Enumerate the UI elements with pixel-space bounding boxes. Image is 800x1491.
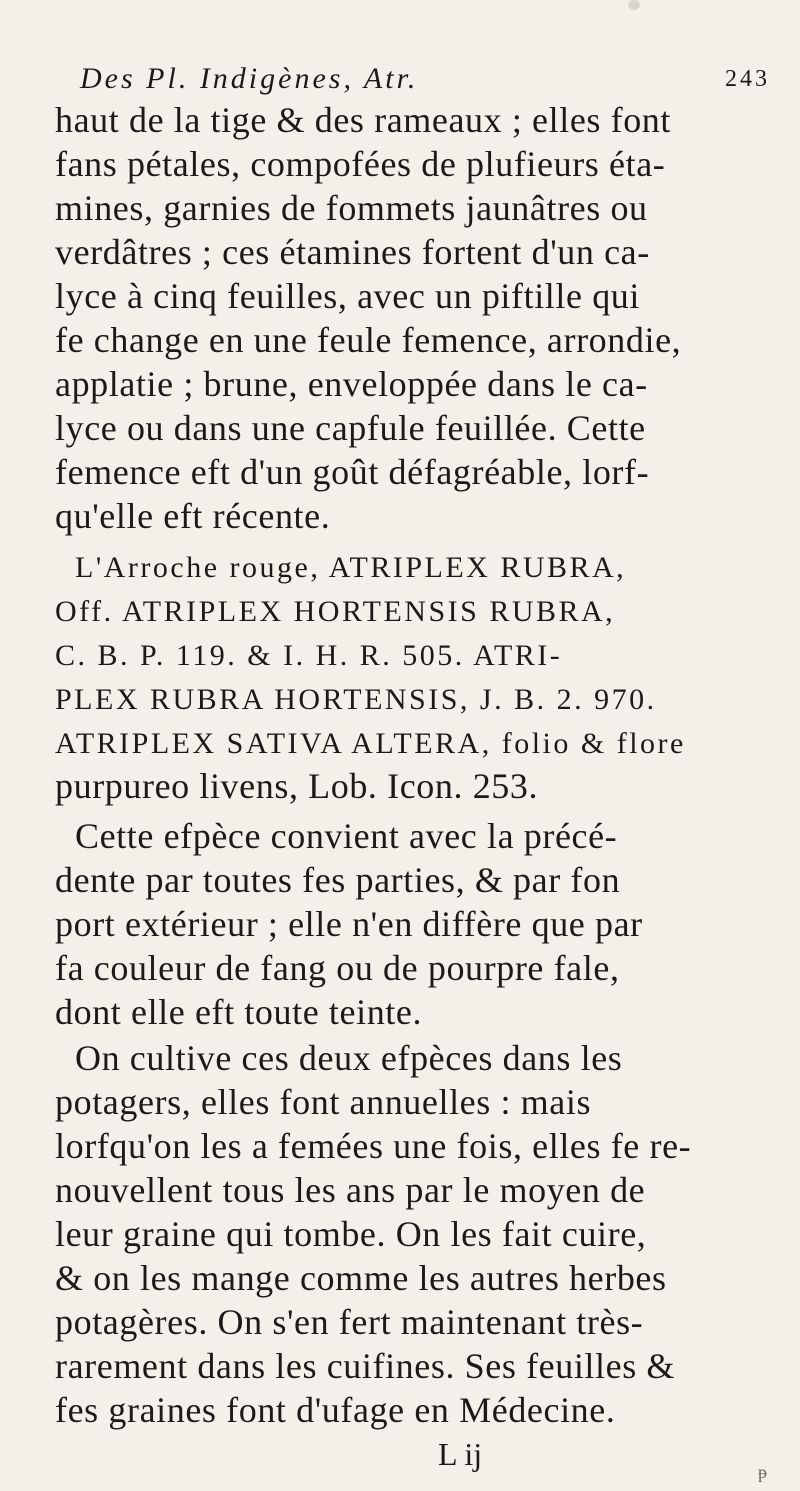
text-line: nouvellent tous les ans par le moyen de bbox=[55, 1170, 646, 1210]
text-line: femence eft d'un goût défagréable, lorf- bbox=[55, 452, 650, 492]
text-line: C. B. P. 119. & I. H. R. 505. ATRI- bbox=[55, 639, 563, 672]
text-line: fa couleur de fang ou de pourpre fale, bbox=[55, 948, 620, 988]
signature-mark: L ij bbox=[438, 1436, 483, 1472]
text-line: dente par toutes fes parties, & par fon bbox=[55, 860, 621, 900]
text-line: haut de la tige & des rameaux ; elles font bbox=[55, 100, 672, 140]
stray-mark: ᵽ bbox=[758, 1462, 767, 1482]
text-line: On cultive ces deux efpèces dans les bbox=[75, 1038, 623, 1078]
text-line: fans pétales, compofées de plufieurs éta- bbox=[55, 144, 666, 184]
text-line: ATRIPLEX SATIVA ALTERA, folio & flore bbox=[55, 727, 686, 760]
text-line: qu'elle eft récente. bbox=[55, 496, 331, 536]
text-line: lyce à cinq feuilles, avec un piftille qui bbox=[55, 276, 640, 316]
page-number: 243 bbox=[725, 66, 770, 92]
text-line: Off. ATRIPLEX HORTENSIS RUBRA, bbox=[55, 595, 616, 628]
text-line: leur graine qui tombe. On les fait cuire, bbox=[55, 1214, 647, 1254]
text-line: potagères. On s'en fert maintenant très- bbox=[55, 1302, 644, 1342]
text-line: rarement dans les cuifines. Ses feuilles & bbox=[55, 1346, 676, 1386]
text-line: lyce ou dans une capfule feuillée. Cette bbox=[55, 408, 646, 448]
text-line: fe change en une feule femence, arrondie, bbox=[55, 320, 682, 360]
text-line: purpureo livens, Lob. Icon. 253. bbox=[55, 766, 539, 806]
text-line: dont elle eft toute teinte. bbox=[55, 992, 423, 1032]
text-line: potagers, elles font annuelles : mais bbox=[55, 1082, 592, 1122]
running-head-title: Des Pl. Indigènes, Atr. bbox=[80, 62, 419, 95]
text-line: mines, garnies de fommets jaunâtres ou bbox=[55, 188, 648, 228]
text-line: lorfqu'on les a femées une fois, elles fe re- bbox=[55, 1126, 692, 1166]
text-line: L'Arroche rouge, ATRIPLEX RUBRA, bbox=[75, 551, 627, 584]
text-line: fes graines font d'ufage en Médecine. bbox=[55, 1390, 616, 1430]
text-line: verdâtres ; ces étamines fortent d'un ca- bbox=[55, 232, 650, 272]
text-line: Cette efpèce convient avec la précé- bbox=[75, 816, 618, 856]
text-line: & on les mange comme les autres herbes bbox=[55, 1258, 667, 1298]
text-line: port extérieur ; elle n'en diffère que par bbox=[55, 904, 643, 944]
ink-spot bbox=[628, 0, 640, 10]
text-line: PLEX RUBRA HORTENSIS, J. B. 2. 970. bbox=[55, 683, 657, 716]
text-line: applatie ; brune, enveloppée dans le ca- bbox=[55, 364, 648, 404]
